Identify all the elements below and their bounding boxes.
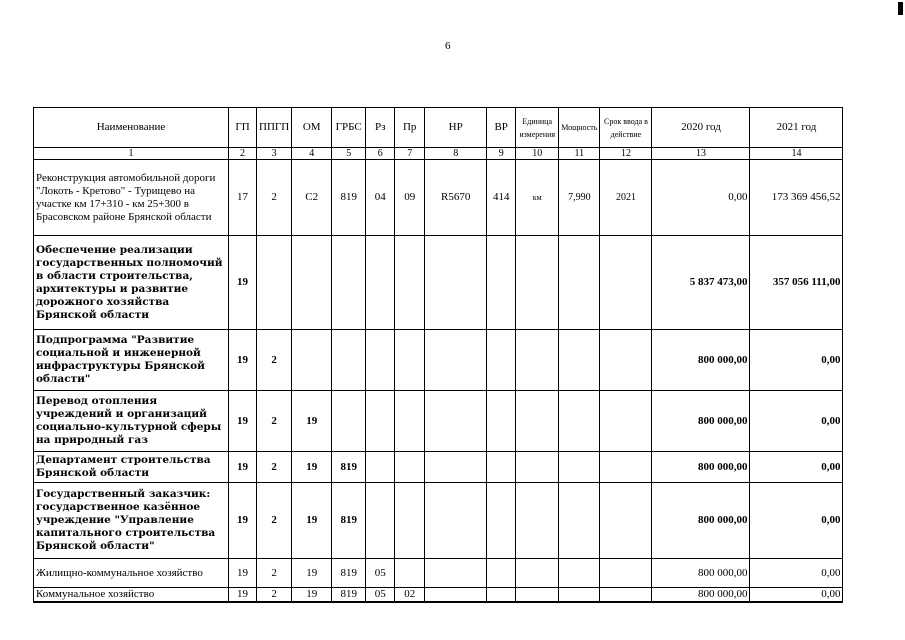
cell-2021: 173 369 456,52 [750, 160, 843, 236]
table-row [34, 559, 843, 588]
col-number: 7 [395, 148, 425, 160]
cell-om [292, 330, 332, 391]
cell-gp: 19 [229, 391, 257, 452]
col-header-2020: 2020 год [652, 108, 750, 148]
cell-term [600, 452, 652, 483]
col-number: 3 [257, 148, 292, 160]
col-header-vr: ВР [487, 108, 516, 148]
cell-om [292, 236, 332, 330]
table-row [34, 483, 843, 559]
cell-2021: 0,00 [750, 483, 843, 559]
cell-vr [487, 330, 516, 391]
cell-2020: 800 000,00 [652, 559, 750, 588]
cell-pr [395, 391, 425, 452]
cell-rz: 05 [366, 559, 395, 588]
col-number: 14 [750, 148, 843, 160]
cell-rz: 04 [366, 160, 395, 236]
cell-gp: 17 [229, 160, 257, 236]
cell-gp: 19 [229, 588, 257, 603]
cell-pr [395, 559, 425, 588]
table-row [34, 160, 843, 236]
cell-power [559, 330, 600, 391]
cell-vr [487, 236, 516, 330]
cell-nr [425, 391, 487, 452]
table-row [34, 452, 843, 483]
column-number-row [34, 148, 843, 160]
col-number: 4 [292, 148, 332, 160]
cell-nr [425, 330, 487, 391]
cell-nr [425, 588, 487, 603]
cell-2020: 800 000,00 [652, 330, 750, 391]
cell-om: 19 [292, 391, 332, 452]
cell-grbs: 819 [332, 483, 366, 559]
cell-unit: км [516, 160, 559, 236]
col-number: 12 [600, 148, 652, 160]
col-header-ppgp: ППГП [257, 108, 292, 148]
cell-power [559, 588, 600, 603]
table-row [34, 391, 843, 452]
cell-rz [366, 391, 395, 452]
col-header-nr: НР [425, 108, 487, 148]
cell-vr [487, 391, 516, 452]
col-header-om: ОМ [292, 108, 332, 148]
cell-unit [516, 391, 559, 452]
table-row [34, 330, 843, 391]
cell-ppgp: 2 [257, 559, 292, 588]
cell-nr [425, 559, 487, 588]
cell-om: 19 [292, 559, 332, 588]
col-number: 2 [229, 148, 257, 160]
header-row [34, 108, 843, 148]
cell-unit [516, 483, 559, 559]
cell-rz [366, 452, 395, 483]
cell-power [559, 452, 600, 483]
cell-2020: 800 000,00 [652, 391, 750, 452]
row-name: Обеспечение реализации государственных полномочий в области строительства, архитектуры и развитие дорожного хозяйства Брянской области [34, 236, 229, 330]
cell-vr [487, 559, 516, 588]
cell-power [559, 559, 600, 588]
cell-power [559, 483, 600, 559]
cell-ppgp: 2 [257, 452, 292, 483]
cell-grbs: 819 [332, 559, 366, 588]
cell-rz [366, 236, 395, 330]
cell-2021: 357 056 111,00 [750, 236, 843, 330]
col-number: 1 [34, 148, 229, 160]
cell-vr: 414 [487, 160, 516, 236]
cell-om: 19 [292, 452, 332, 483]
cell-gp: 19 [229, 559, 257, 588]
col-number: 13 [652, 148, 750, 160]
cell-2020: 5 837 473,00 [652, 236, 750, 330]
col-number: 6 [366, 148, 395, 160]
cell-ppgp [257, 236, 292, 330]
cell-rz: 05 [366, 588, 395, 603]
col-number: 9 [487, 148, 516, 160]
cell-pr [395, 452, 425, 483]
cell-pr: 02 [395, 588, 425, 603]
cell-power [559, 391, 600, 452]
col-number: 8 [425, 148, 487, 160]
col-header-term: Срок ввода в действие [600, 108, 652, 148]
table-row [34, 236, 843, 330]
cell-pr: 09 [395, 160, 425, 236]
cell-power [559, 236, 600, 330]
cell-unit [516, 588, 559, 603]
col-header-name: Наименование [34, 108, 229, 148]
cell-grbs [332, 236, 366, 330]
budget-table [33, 107, 843, 603]
cell-term [600, 391, 652, 452]
cell-pr [395, 236, 425, 330]
cell-nr [425, 452, 487, 483]
cell-grbs: 819 [332, 588, 366, 603]
cell-term [600, 588, 652, 603]
cell-om: 19 [292, 483, 332, 559]
cell-2020: 0,00 [652, 160, 750, 236]
cell-power: 7,990 [559, 160, 600, 236]
page-number: 6 [445, 40, 451, 52]
cell-term: 2021 [600, 160, 652, 236]
cell-unit [516, 452, 559, 483]
cell-pr [395, 483, 425, 559]
row-name: Департамент строительства Брянской области [34, 452, 229, 483]
row-name: Реконструкция автомобильной дороги "Локоть - Кретово" - Турищево на участке км 17+310 - км 25+300 в Брасовском районе Брянской области [34, 160, 229, 236]
col-header-power: Мощность [559, 108, 600, 148]
col-header-2021: 2021 год [750, 108, 843, 148]
cell-gp: 19 [229, 330, 257, 391]
cell-vr [487, 483, 516, 559]
col-header-grbs: ГРБС [332, 108, 366, 148]
cell-2021: 0,00 [750, 330, 843, 391]
cell-unit [516, 236, 559, 330]
cell-om: С2 [292, 160, 332, 236]
cell-term [600, 559, 652, 588]
cell-2020: 800 000,00 [652, 483, 750, 559]
cell-2021: 0,00 [750, 452, 843, 483]
cell-term [600, 483, 652, 559]
col-header-rz: Рз [366, 108, 395, 148]
cell-pr [395, 330, 425, 391]
col-header-unit: Единица измерения [516, 108, 559, 148]
cell-unit [516, 559, 559, 588]
cell-2020: 800 000,00 [652, 588, 750, 603]
cell-gp: 19 [229, 483, 257, 559]
cell-2021: 0,00 [750, 391, 843, 452]
cell-om: 19 [292, 588, 332, 603]
row-name: Подпрограмма "Развитие социальной и инженерной инфраструктуры Брянской области" [34, 330, 229, 391]
row-name: Государственный заказчик: государственное казённое учреждение "Управление капитального строительства Брянской области" [34, 483, 229, 559]
cell-unit [516, 330, 559, 391]
cell-grbs: 819 [332, 160, 366, 236]
cell-ppgp: 2 [257, 391, 292, 452]
col-header-gp: ГП [229, 108, 257, 148]
cell-vr [487, 588, 516, 603]
cell-2020: 800 000,00 [652, 452, 750, 483]
cell-rz [366, 330, 395, 391]
cell-grbs [332, 330, 366, 391]
edge-mark [898, 2, 903, 15]
cell-nr: R5670 [425, 160, 487, 236]
cell-ppgp: 2 [257, 330, 292, 391]
cell-gp: 19 [229, 236, 257, 330]
col-number: 10 [516, 148, 559, 160]
cell-grbs [332, 391, 366, 452]
cell-grbs: 819 [332, 452, 366, 483]
cell-ppgp: 2 [257, 160, 292, 236]
cell-vr [487, 452, 516, 483]
cell-term [600, 330, 652, 391]
cell-ppgp: 2 [257, 483, 292, 559]
cell-gp: 19 [229, 452, 257, 483]
row-name: Коммунальное хозяйство [34, 588, 229, 603]
row-name: Жилищно-коммунальное хозяйство [34, 559, 229, 588]
cell-2021: 0,00 [750, 559, 843, 588]
cell-2021: 0,00 [750, 588, 843, 603]
cell-ppgp: 2 [257, 588, 292, 603]
cell-nr [425, 236, 487, 330]
col-number: 11 [559, 148, 600, 160]
row-name: Перевод отопления учреждений и организаций социально-культурной сферы на природный газ [34, 391, 229, 452]
col-header-pr: Пр [395, 108, 425, 148]
cell-term [600, 236, 652, 330]
cell-nr [425, 483, 487, 559]
table-row [34, 588, 843, 603]
col-number: 5 [332, 148, 366, 160]
cell-rz [366, 483, 395, 559]
